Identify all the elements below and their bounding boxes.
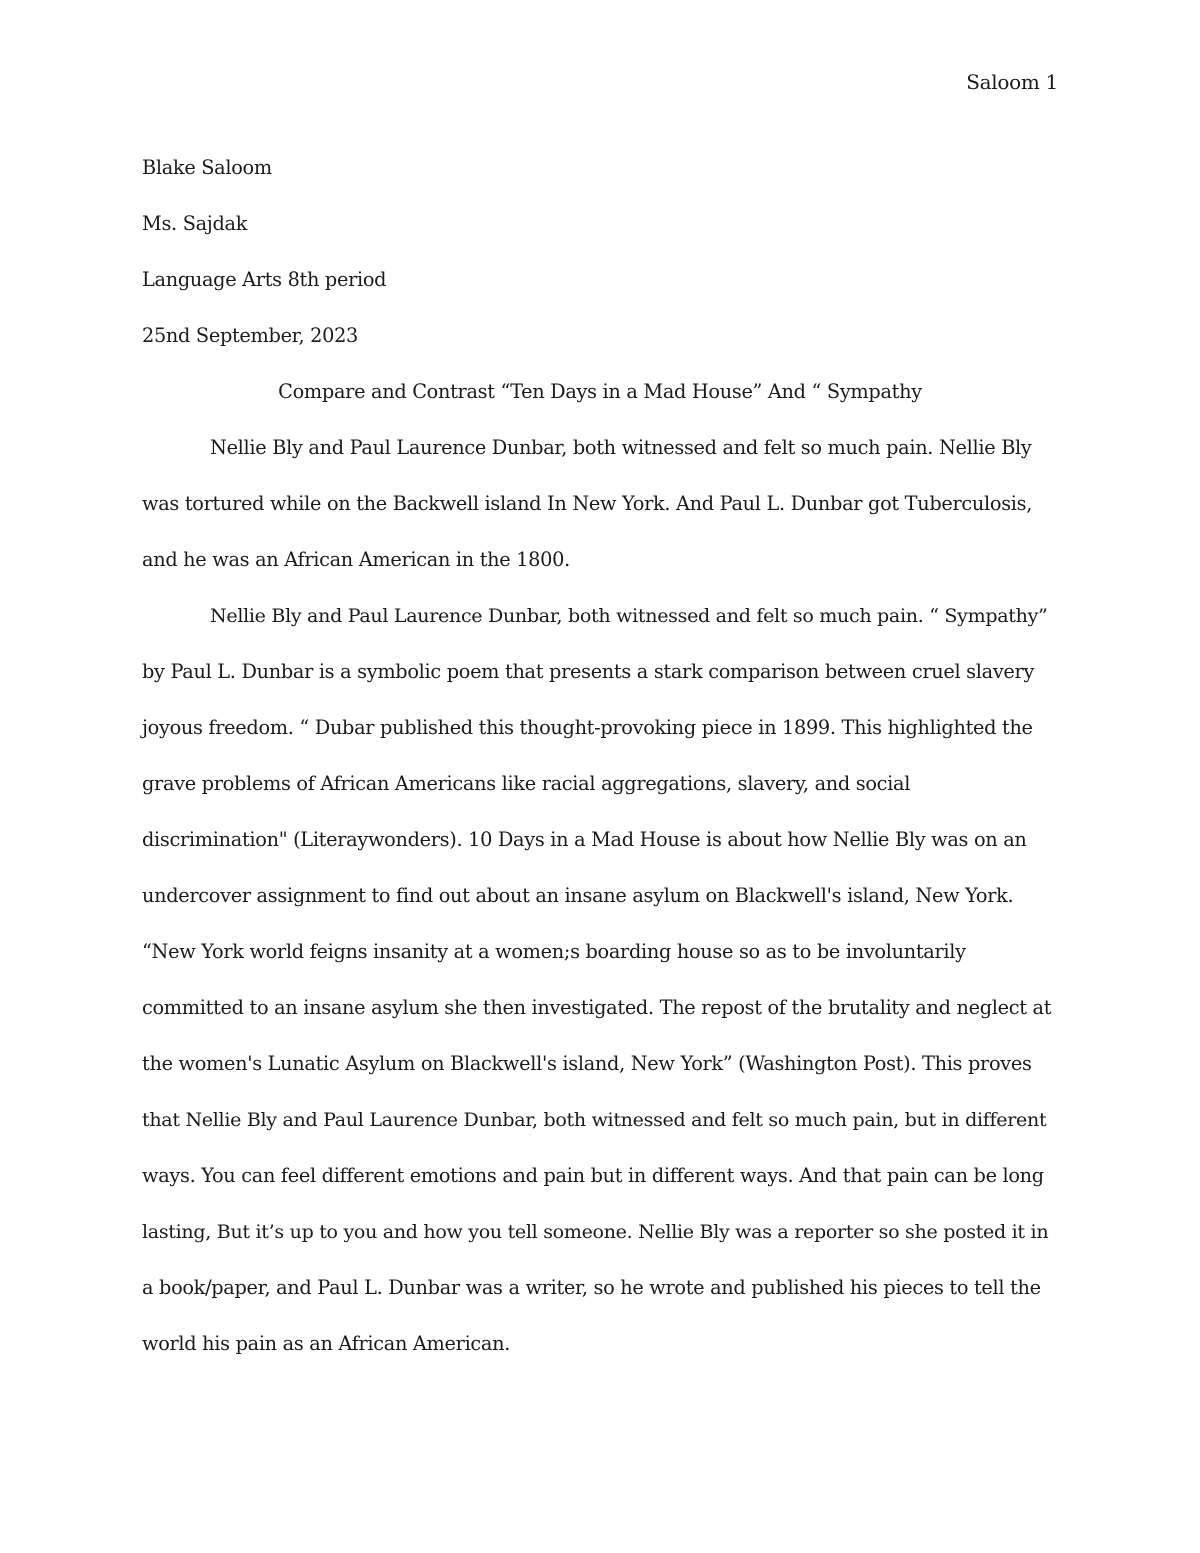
paragraph-line: was tortured while on the Backwell island In New York. And Paul L. Dunbar got Tuberculosis, xyxy=(142,492,1033,515)
paragraph-line: grave problems of African Americans like racial aggregations, slavery, and social xyxy=(142,772,911,795)
paragraph-2 xyxy=(142,588,1058,1372)
course-name: Language Arts 8th period xyxy=(142,268,387,291)
running-head: Saloom 1 xyxy=(966,70,1058,94)
paragraph-line: Nellie Bly and Paul Laurence Dunbar, both witnessed and felt so much pain. “ Sympathy” xyxy=(210,605,1048,627)
paragraph-line: world his pain as an African American. xyxy=(142,1332,511,1355)
paragraph-line: by Paul L. Dunbar is a symbolic poem that presents a stark comparison between cruel slavery xyxy=(142,660,1035,683)
essay-title: Compare and Contrast “Ten Days in a Mad House” And “ Sympathy xyxy=(278,380,922,403)
paragraph-line: discrimination" (Literaywonders). 10 Days in a Mad House is about how Nellie Bly was on an xyxy=(142,828,1027,851)
paragraph-line: Nellie Bly and Paul Laurence Dunbar, both witnessed and felt so much pain. Nellie Bly xyxy=(210,436,1032,459)
paragraph-line: and he was an African American in the 1800. xyxy=(142,548,570,571)
teacher-name: Ms. Sajdak xyxy=(142,212,248,235)
paragraph-line: “New York world feigns insanity at a women;s boarding house so as to be involuntarily xyxy=(142,940,966,963)
paragraph-line: joyous freedom. “ Dubar published this thought-provoking piece in 1899. This highlighted the xyxy=(142,716,1033,739)
paragraph-1 xyxy=(142,420,1058,588)
paragraph-line: lasting, But it’s up to you and how you tell someone. Nellie Bly was a reporter so she posted it in xyxy=(142,1221,1049,1243)
paragraph-line: undercover assignment to find out about an insane asylum on Blackwell's island, New York. xyxy=(142,884,1014,907)
document-date: 25nd September, 2023 xyxy=(142,324,359,347)
paragraph-line: ways. You can feel different emotions and pain but in different ways. And that pain can be long xyxy=(142,1164,1044,1187)
paragraph-line: committed to an insane asylum she then investigated. The repost of the brutality and neglect at xyxy=(142,996,1052,1019)
document-body xyxy=(142,140,1058,1372)
author-name: Blake Saloom xyxy=(142,156,272,179)
paragraph-line: a book/paper, and Paul L. Dunbar was a writer, so he wrote and published his pieces to tell the xyxy=(142,1276,1041,1299)
paragraph-line: the women's Lunatic Asylum on Blackwell's island, New York” (Washington Post). This proves xyxy=(142,1052,1032,1075)
paragraph-line: that Nellie Bly and Paul Laurence Dunbar, both witnessed and felt so much pain, but in different xyxy=(142,1109,1047,1131)
